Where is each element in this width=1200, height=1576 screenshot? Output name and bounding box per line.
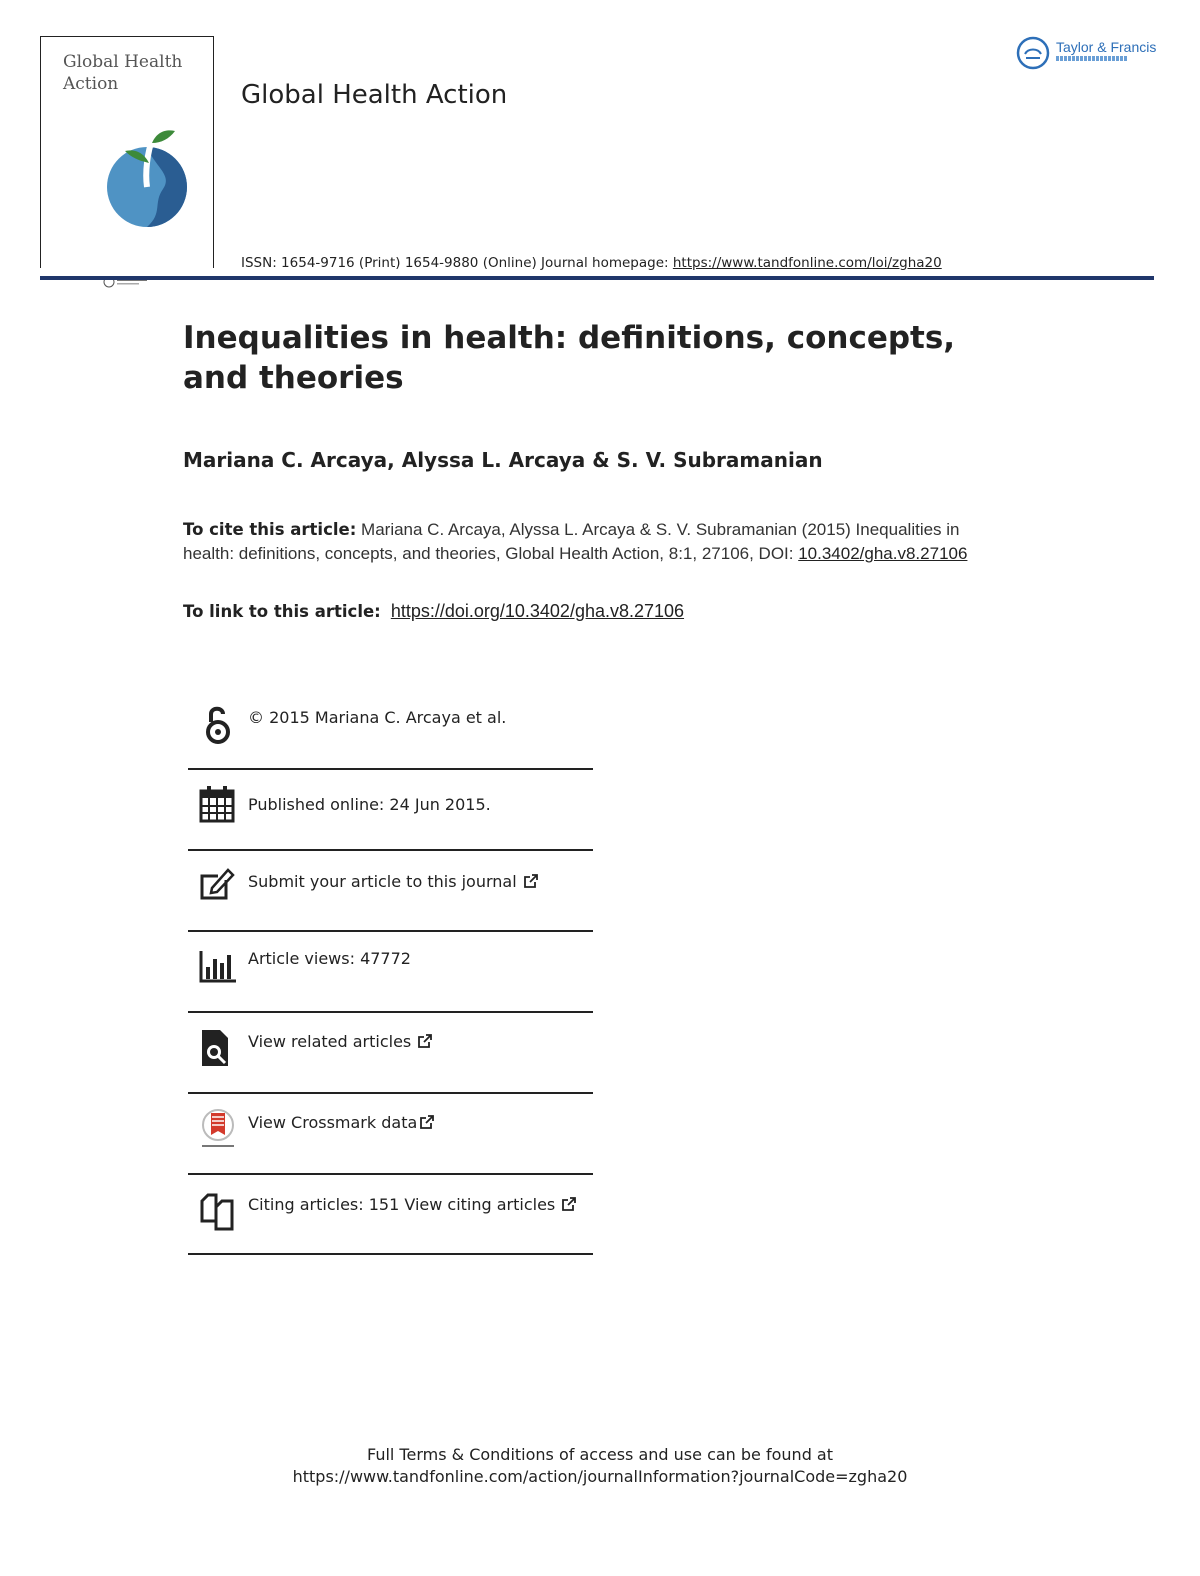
globe-sprout-icon [103,123,193,233]
external-link-icon [419,1114,435,1130]
cite-doi-link[interactable]: 10.3402/gha.v8.27106 [798,544,968,563]
search-document-icon [198,1026,238,1070]
bar-chart-icon [198,945,238,989]
crossmark-icon [198,1107,238,1151]
info-row-submit[interactable] [188,850,593,932]
citation-block [183,518,1013,566]
footer-terms-url[interactable]: https://www.tandfonline.com/action/journalInformation?journalCode=zgha20 [292,1467,908,1486]
cover-title: Global Health Action [63,52,183,94]
journal-name: Global Health Action [241,80,508,110]
info-row-copyright [188,688,593,770]
header-divider [40,276,1154,280]
journal-cover [40,36,214,268]
taylor-francis-tagline [1056,56,1128,61]
issn-line [241,255,942,271]
cite-text: Mariana C. Arcaya, Alyssa L. Arcaya & S. V. Subramanian (2015) Inequalities in health: definitions, concepts, and theories, Global Health Action, 8:1, 27106, DOI: [183,520,960,563]
related-articles-link[interactable] [248,1032,433,1051]
info-row-published [188,769,593,851]
citing-articles-link[interactable] [248,1195,577,1214]
crossmark-label: View Crossmark data [248,1113,418,1132]
article-views: Article views: 47772 [248,949,411,968]
info-row-views [188,931,593,1013]
footer [0,1444,1200,1488]
journal-homepage-link[interactable]: https://www.tandfonline.com/loi/zgha20 [672,255,942,271]
submit-article-link[interactable] [248,872,539,891]
taylor-francis-logo-text: Taylor & Francis [1056,39,1157,55]
cite-label: To cite this article: [183,520,357,539]
related-articles-label: View related articles [248,1032,412,1051]
info-row-citing[interactable] [188,1173,593,1255]
external-link-icon [523,873,539,889]
published-date: Published online: 24 Jun 2015. [248,795,491,814]
article-authors: Mariana C. Arcaya, Alyssa L. Arcaya & S. V. Subramanian [183,448,823,472]
submit-article-label: Submit your article to this journal [248,872,517,891]
article-link-block [183,601,684,622]
copy-documents-icon [198,1187,238,1231]
issn-text: ISSN: 1654-9716 (Print) 1654-9880 (Online) Journal homepage: [241,255,673,271]
link-label: To link to this article: [183,602,381,621]
copyright-text: © 2015 Mariana C. Arcaya et al. [248,708,507,727]
info-row-related[interactable] [188,1012,593,1094]
open-access-icon [198,702,238,746]
article-doi-link[interactable]: https://doi.org/10.3402/gha.v8.27106 [390,601,685,621]
external-link-icon [561,1196,577,1212]
crossmark-link[interactable] [248,1113,435,1132]
article-title: Inequalities in health: definitions, concepts, and theories [183,320,956,396]
edit-icon [198,864,238,908]
external-link-icon [417,1033,433,1049]
footer-terms: Full Terms & Conditions of access and use can be found at [366,1445,834,1464]
info-row-crossmark[interactable] [188,1093,593,1175]
citing-articles-label: Citing articles: 151 View citing articles [248,1195,556,1214]
calendar-icon [198,783,238,827]
